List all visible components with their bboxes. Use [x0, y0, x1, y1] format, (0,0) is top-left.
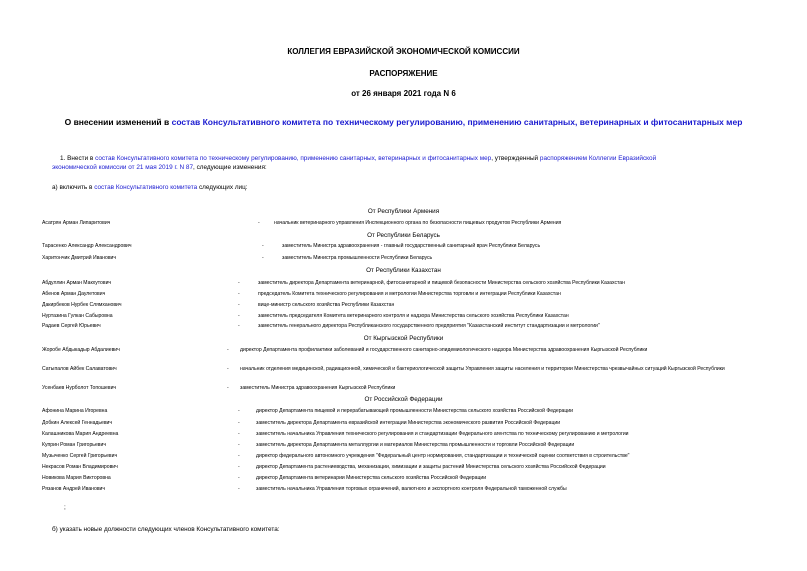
subparagraph-a [52, 183, 248, 192]
member-position: директор Департамента ветеринарии Министерства сельского хозяйства Российской Федерации [256, 475, 487, 481]
member-name: Харитончик Дмитрий Иванович [42, 255, 117, 261]
member-position: заместитель Министра здравоохранения - главный государственный санитарный врач Республики Беларусь [282, 243, 541, 249]
document-title [0, 117, 807, 127]
member-name: Асатрян Арман Липаритович [42, 220, 111, 226]
document-type: РАСПОРЯЖЕНИЕ [369, 69, 438, 78]
paragraph-1-line2 [52, 163, 267, 172]
member-name: Афонина Марина Игоревна [42, 408, 108, 414]
member-position: заместитель директора Департамента евразийской интеграции Министерства экономического развития Российской Федерации [256, 420, 561, 426]
committee-composition-link[interactable]: состав Консультативного комитета по техническому регулированию, применению санитарных, ветеринарных и фитосанитарных мер [95, 155, 492, 162]
title-prefix: О внесении изменений в [64, 117, 172, 127]
member-name: Добкин Алексей Геннадьевич [42, 420, 113, 426]
member-dash: - [238, 475, 240, 481]
member-dash: - [238, 313, 240, 319]
member-name: Калашникова Мария Андреевна [42, 431, 119, 437]
sub-a-tail: следующих лиц: [197, 184, 248, 191]
para1-lead: 1. Внести в [60, 155, 96, 162]
collegium-heading: КОЛЛЕГИЯ ЕВРАЗИЙСКОЙ ЭКОНОМИЧЕСКОЙ КОМИССИИ [287, 47, 520, 56]
member-dash: - [238, 486, 240, 492]
member-name: Сатыпалов Айбек Салаватович [42, 366, 117, 372]
member-dash: - [238, 442, 240, 448]
member-name: Музыченко Сергей Григорьевич [42, 453, 118, 459]
member-dash: - [238, 453, 240, 459]
subparagraph-b: б) указать новые должности следующих членов Консультативного комитета: [52, 526, 280, 533]
member-position: директор Департамента пищевой и перерабатывающей промышленности Министерства сельского хозяйства Российской Федерации [256, 408, 573, 414]
member-position: директор Департамента растениеводства, механизации, химизации и защиты растений Министерства сельского хозяйства Российской Федерации [256, 464, 606, 470]
country-heading-belarus: От Республики Беларусь [367, 232, 440, 239]
country-heading-kazakhstan: От Республики Казахстан [366, 267, 441, 274]
country-heading-armenia: От Республики Армения [367, 208, 440, 215]
member-name: Нуртазина Гулкан Сабыровна [42, 313, 113, 319]
member-position: начальник ветеринарного управления Инспекционного органа по безопасности пищевых продуктов Республики Армения [274, 220, 562, 226]
country-heading-kyrgyzstan: От Кыргызской Республики [363, 335, 444, 342]
para1-mid: , утвержденный [491, 155, 540, 162]
member-name: Абдуллин Арман Макхутович [42, 280, 112, 286]
member-name: Усенбаев Нурболот Топошевич [42, 385, 117, 391]
member-name: Новикова Мария Викторовна [42, 475, 111, 481]
member-dash: - [262, 243, 264, 249]
member-position: начальник отделения медицинской, радиационной, химической и бактериологической защиты Управления защиты населения и территории Министерства чрезвычайных ситуаций Кыргызской Республики [240, 366, 725, 372]
member-position: вице-министр сельского хозяйства Республики Казахстан [258, 302, 395, 308]
collegium-order-link[interactable]: распоряжением Коллегии Евразийской [539, 155, 657, 162]
member-dash: - [238, 420, 240, 426]
member-position: заместитель председателя Комитета ветеринарного контроля и надзора Министерства сельского хозяйства Республики Казахстан [258, 313, 569, 319]
member-dash: - [227, 347, 229, 353]
member-position: директор Департамента профилактики заболеваний и государственного санитарно-эпидемиологического надзора Министерства здравоохранения Кыргызской Республики [240, 347, 648, 353]
country-heading-russia: От Российской Федерации [364, 396, 443, 403]
member-position: директор федерального автономного учреждения "Федеральный центр нормирования, стандартизации и технической оценки соответствия в строительстве" [256, 453, 630, 459]
member-dash: - [238, 431, 240, 437]
member-position: председатель Комитета технического регулирования и метрологии Министерства торговли и интеграции Республики Казахстан [258, 291, 561, 297]
member-position: заместитель директора Департамента ветеринарной, фитосанитарной и пищевой безопасности Министерства сельского хозяйства Республики Казахстан [258, 280, 625, 286]
member-name: Куприн Роман Григорьевич [42, 442, 107, 448]
member-dash: - [258, 220, 260, 226]
member-name: Тарасенко Александр Александрович [42, 243, 132, 249]
order-date-link[interactable]: экономической комиссии от 21 мая 2019 г. N 87 [52, 164, 194, 171]
semicolon: ; [64, 504, 66, 511]
member-name: Рязанов Андрей Иванович [42, 486, 106, 492]
member-name: Некрасов Роман Владимирович [42, 464, 118, 470]
member-dash: - [238, 291, 240, 297]
member-dash: - [238, 408, 240, 414]
para1-tail: , следующие изменения: [193, 164, 267, 171]
member-dash: - [238, 280, 240, 286]
member-position: заместитель Министра здравоохранения Кыргызской Республики [240, 385, 396, 391]
member-name: Дакирбеков Нурбек Слямханович [42, 302, 122, 308]
document-date: от 26 января 2021 года N 6 [351, 89, 456, 98]
member-dash: - [227, 385, 229, 391]
member-dash: - [238, 464, 240, 470]
member-name: Радаев Сергей Юрьевич [42, 323, 101, 329]
member-dash: - [238, 302, 240, 308]
member-dash: - [238, 323, 240, 329]
member-dash: - [227, 366, 229, 372]
member-position: заместитель начальника Управления торговых ограничений, валютного и экспортного контроля Федеральной таможенной службы [256, 486, 567, 492]
title-link[interactable]: состав Консультативного комитета по техническому регулированию, применению санитарных, ветеринарных и фитосанитарных мер [171, 117, 743, 127]
committee-link[interactable]: состав Консультативного комитета [94, 184, 198, 191]
member-position: заместитель директора Департамента металлургии и материалов Министерства промышленности и торговли Российской Федерации [256, 442, 575, 448]
paragraph-1 [60, 154, 778, 163]
member-position: заместитель Министра промышленности Республики Беларусь [282, 255, 433, 261]
member-position: заместитель генерального директора Республиканского государственного предприятия "Казахстанский институт стандартизации и метрологии" [258, 323, 600, 329]
member-name: Абенов Арман Даулетович [42, 291, 106, 297]
sub-a-lead: а) включить в [52, 184, 95, 191]
member-name: Жоробе Абдыкадыр Абдалиевич [42, 347, 120, 353]
member-position: заместитель начальника Управления технического регулирования и стандартизации Федерального агентства по техническому регулированию и метрологии [256, 431, 629, 437]
member-dash: - [262, 255, 264, 261]
